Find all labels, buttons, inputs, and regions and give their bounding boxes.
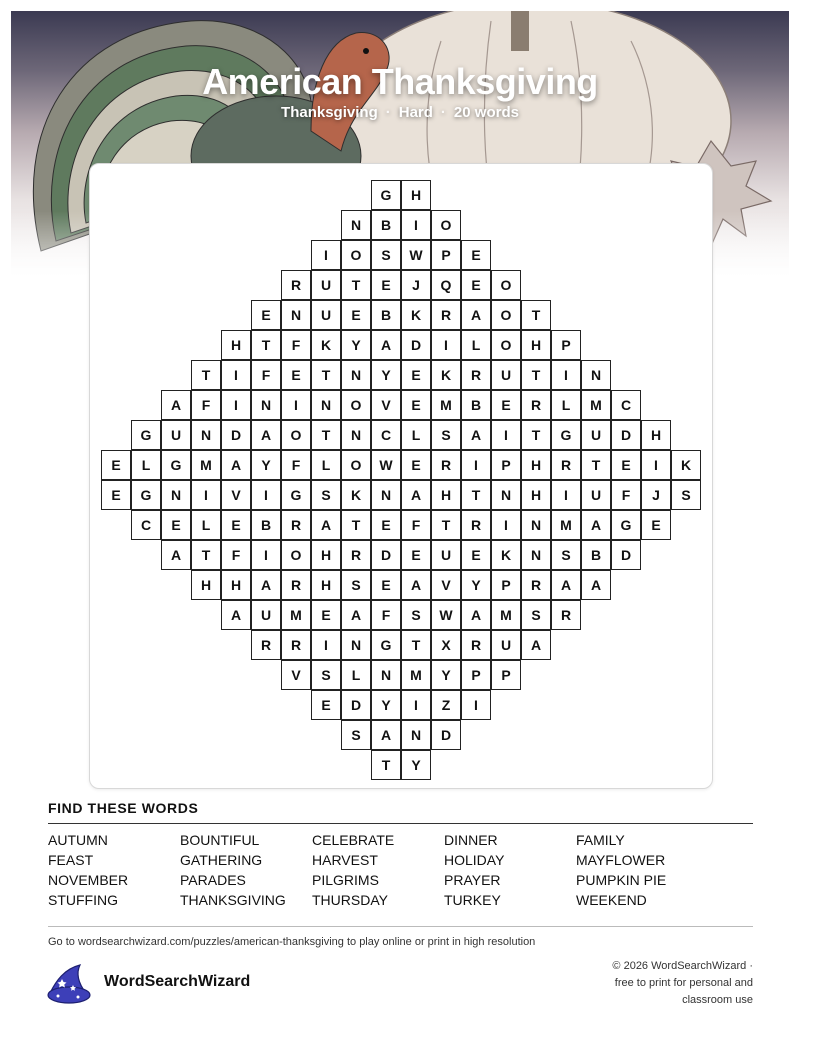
grid-cell[interactable]: N <box>311 390 341 420</box>
grid-cell[interactable]: G <box>161 450 191 480</box>
grid-cell[interactable]: R <box>551 600 581 630</box>
grid-cell[interactable]: E <box>461 270 491 300</box>
grid-cell[interactable]: I <box>491 510 521 540</box>
grid-cell[interactable]: A <box>401 570 431 600</box>
grid-cell[interactable]: A <box>251 570 281 600</box>
grid-cell[interactable]: S <box>551 540 581 570</box>
grid-cell[interactable]: A <box>521 630 551 660</box>
grid-cell[interactable]: F <box>221 540 251 570</box>
grid-cell[interactable]: K <box>341 480 371 510</box>
grid-cell[interactable]: T <box>521 360 551 390</box>
word-list-item: PRAYER <box>444 872 501 888</box>
grid-cell[interactable]: K <box>311 330 341 360</box>
grid-cell[interactable]: Y <box>251 450 281 480</box>
grid-cell[interactable]: L <box>401 420 431 450</box>
word-list <box>48 830 753 910</box>
grid-cell[interactable]: O <box>341 240 371 270</box>
word-list-item: THANKSGIVING <box>180 892 286 908</box>
word-list-item: MAYFLOWER <box>576 852 666 868</box>
grid-cell[interactable]: H <box>221 570 251 600</box>
grid-cell[interactable]: I <box>311 630 341 660</box>
grid-cell[interactable]: K <box>671 450 701 480</box>
grid-cell[interactable]: I <box>281 390 311 420</box>
grid-cell[interactable]: A <box>581 570 611 600</box>
grid-cell[interactable]: E <box>221 510 251 540</box>
grid-cell[interactable]: R <box>551 450 581 480</box>
meta-separator: · <box>440 104 446 121</box>
grid-cell[interactable]: E <box>461 240 491 270</box>
word-list-item: AUTUMN <box>48 832 108 848</box>
puzzle-title: American Thanksgiving <box>202 61 598 102</box>
grid-cell[interactable]: E <box>401 540 431 570</box>
grid-cell[interactable]: B <box>251 510 281 540</box>
grid-cell[interactable]: P <box>491 660 521 690</box>
grid-cell[interactable]: A <box>251 420 281 450</box>
word-list-item: WEEKEND <box>576 892 647 908</box>
grid-cell[interactable]: F <box>281 450 311 480</box>
grid-cell[interactable]: P <box>461 660 491 690</box>
grid-cell[interactable]: H <box>521 330 551 360</box>
grid-cell[interactable]: Y <box>371 360 401 390</box>
grid-cell[interactable]: K <box>491 540 521 570</box>
grid-cell[interactable]: I <box>401 690 431 720</box>
grid-cell[interactable]: T <box>341 270 371 300</box>
grid-cell[interactable]: V <box>281 660 311 690</box>
grid-cell[interactable]: N <box>341 420 371 450</box>
grid-cell[interactable]: I <box>311 240 341 270</box>
grid-cell[interactable]: U <box>581 480 611 510</box>
grid-cell[interactable]: D <box>341 690 371 720</box>
grid-cell[interactable]: B <box>371 210 401 240</box>
grid-cell[interactable]: P <box>551 330 581 360</box>
grid-cell[interactable]: T <box>431 510 461 540</box>
grid-cell[interactable]: R <box>251 630 281 660</box>
grid-cell[interactable]: P <box>491 450 521 480</box>
grid-cell[interactable]: F <box>281 330 311 360</box>
grid-cell[interactable]: J <box>401 270 431 300</box>
grid-cell[interactable]: S <box>341 720 371 750</box>
grid-cell[interactable]: R <box>281 570 311 600</box>
grid-cell[interactable]: A <box>221 600 251 630</box>
grid-cell[interactable]: R <box>461 630 491 660</box>
grid-cell[interactable]: Y <box>461 570 491 600</box>
grid-cell[interactable]: B <box>581 540 611 570</box>
grid-cell[interactable]: M <box>401 660 431 690</box>
grid-cell[interactable]: V <box>431 570 461 600</box>
grid-cell[interactable]: M <box>491 600 521 630</box>
grid-cell[interactable]: A <box>371 720 401 750</box>
grid-cell[interactable]: A <box>461 300 491 330</box>
grid-cell[interactable]: N <box>521 540 551 570</box>
grid-cell[interactable]: A <box>401 480 431 510</box>
grid-cell[interactable]: C <box>371 420 401 450</box>
grid-cell[interactable]: A <box>341 600 371 630</box>
grid-cell[interactable]: N <box>491 480 521 510</box>
puzzle-card <box>89 163 713 789</box>
grid-cell[interactable]: O <box>491 300 521 330</box>
grid-cell[interactable]: L <box>551 390 581 420</box>
grid-cell[interactable]: F <box>401 510 431 540</box>
grid-cell[interactable]: I <box>461 690 491 720</box>
grid-cell[interactable]: O <box>491 270 521 300</box>
puzzle-meta <box>11 104 789 121</box>
grid-cell[interactable]: W <box>401 240 431 270</box>
grid-cell[interactable]: E <box>401 360 431 390</box>
grid-cell[interactable]: I <box>221 390 251 420</box>
grid-cell[interactable]: H <box>191 570 221 600</box>
grid-cell[interactable]: J <box>641 480 671 510</box>
grid-cell[interactable]: N <box>341 210 371 240</box>
grid-cell[interactable]: G <box>551 420 581 450</box>
grid-cell[interactable]: Y <box>341 330 371 360</box>
grid-cell[interactable]: Q <box>431 270 461 300</box>
grid-cell[interactable]: L <box>461 330 491 360</box>
grid-cell[interactable]: Y <box>401 750 431 780</box>
word-list-item: BOUNTIFUL <box>180 832 260 848</box>
word-list-item: THURSDAY <box>312 892 388 908</box>
grid-cell[interactable]: E <box>461 540 491 570</box>
grid-cell[interactable]: N <box>341 630 371 660</box>
grid-cell[interactable]: K <box>401 300 431 330</box>
grid-cell[interactable]: H <box>641 420 671 450</box>
grid-cell[interactable]: O <box>491 330 521 360</box>
grid-cell[interactable]: L <box>311 450 341 480</box>
grid-cell[interactable]: G <box>281 480 311 510</box>
grid-cell[interactable]: Y <box>371 690 401 720</box>
grid-cell[interactable]: E <box>491 390 521 420</box>
grid-cell[interactable]: L <box>191 510 221 540</box>
grid-cell[interactable]: B <box>461 390 491 420</box>
word-list-item: PILGRIMS <box>312 872 379 888</box>
grid-cell[interactable]: I <box>461 450 491 480</box>
grid-cell[interactable]: T <box>401 630 431 660</box>
grid-cell[interactable]: T <box>521 300 551 330</box>
grid-cell[interactable]: T <box>191 540 221 570</box>
grid-cell[interactable]: O <box>341 390 371 420</box>
word-list-item: FAMILY <box>576 832 625 848</box>
grid-cell[interactable]: E <box>641 510 671 540</box>
word-list-item: GATHERING <box>180 852 263 868</box>
grid-cell[interactable]: U <box>251 600 281 630</box>
grid-cell[interactable]: I <box>551 360 581 390</box>
grid-cell[interactable]: A <box>221 450 251 480</box>
copyright-line: free to print for personal and <box>614 977 753 989</box>
grid-cell[interactable]: U <box>161 420 191 450</box>
difficulty-label: Hard <box>398 104 433 121</box>
copyright-line: classroom use <box>682 994 753 1006</box>
grid-cell[interactable]: T <box>461 480 491 510</box>
grid-cell[interactable]: E <box>281 360 311 390</box>
word-list-item: PUMPKIN PIE <box>576 872 667 888</box>
grid-cell[interactable]: U <box>311 270 341 300</box>
grid-cell[interactable]: N <box>341 360 371 390</box>
grid-cell[interactable]: A <box>581 510 611 540</box>
grid-cell[interactable]: R <box>281 510 311 540</box>
grid-cell[interactable]: U <box>311 300 341 330</box>
grid-cell[interactable]: T <box>311 360 341 390</box>
grid-cell[interactable]: O <box>431 210 461 240</box>
grid-cell[interactable]: N <box>251 390 281 420</box>
letter-grid[interactable] <box>90 164 712 788</box>
grid-cell[interactable]: R <box>521 390 551 420</box>
grid-cell[interactable]: A <box>551 570 581 600</box>
grid-cell[interactable]: V <box>371 390 401 420</box>
grid-cell[interactable]: M <box>581 390 611 420</box>
grid-cell[interactable]: S <box>341 570 371 600</box>
grid-cell[interactable]: W <box>431 600 461 630</box>
grid-cell[interactable]: R <box>431 450 461 480</box>
word-list-item: STUFFING <box>48 892 118 908</box>
meta-separator: · <box>385 104 391 121</box>
grid-cell[interactable]: F <box>191 390 221 420</box>
grid-cell[interactable]: N <box>161 480 191 510</box>
grid-cell[interactable]: N <box>281 300 311 330</box>
grid-cell[interactable]: S <box>671 480 701 510</box>
grid-cell[interactable]: N <box>401 720 431 750</box>
grid-cell[interactable]: R <box>431 300 461 330</box>
grid-cell[interactable]: E <box>311 690 341 720</box>
grid-cell[interactable]: G <box>611 510 641 540</box>
grid-cell[interactable]: R <box>521 570 551 600</box>
grid-cell[interactable]: H <box>221 330 251 360</box>
grid-cell[interactable]: S <box>371 240 401 270</box>
grid-cell[interactable]: U <box>491 630 521 660</box>
grid-cell[interactable]: T <box>581 450 611 480</box>
grid-cell[interactable]: H <box>431 480 461 510</box>
grid-cell[interactable]: E <box>161 510 191 540</box>
grid-cell[interactable]: F <box>371 600 401 630</box>
grid-cell[interactable]: I <box>251 480 281 510</box>
word-list-item: TURKEY <box>444 892 501 908</box>
word-list-heading: FIND THESE WORDS <box>48 800 199 816</box>
grid-cell[interactable]: E <box>341 300 371 330</box>
grid-cell[interactable]: K <box>431 360 461 390</box>
word-list-item: DINNER <box>444 832 498 848</box>
grid-cell[interactable]: T <box>251 330 281 360</box>
grid-cell[interactable]: A <box>371 330 401 360</box>
grid-cell[interactable]: I <box>431 330 461 360</box>
grid-cell[interactable]: T <box>311 420 341 450</box>
grid-cell[interactable]: D <box>611 540 641 570</box>
grid-cell[interactable]: P <box>431 240 461 270</box>
grid-cell[interactable]: D <box>611 420 641 450</box>
grid-cell[interactable]: E <box>371 570 401 600</box>
grid-cell[interactable]: N <box>581 360 611 390</box>
wizard-hat-icon <box>46 963 92 1005</box>
grid-cell[interactable]: U <box>581 420 611 450</box>
word-list-item: PARADES <box>180 872 246 888</box>
grid-cell[interactable]: I <box>251 540 281 570</box>
grid-cell[interactable]: I <box>191 480 221 510</box>
grid-cell[interactable]: B <box>371 300 401 330</box>
grid-cell[interactable]: R <box>281 270 311 300</box>
grid-cell[interactable]: N <box>191 420 221 450</box>
grid-cell[interactable]: G <box>371 630 401 660</box>
grid-cell[interactable]: E <box>251 300 281 330</box>
word-list-item: HARVEST <box>312 852 378 868</box>
grid-cell[interactable]: U <box>431 540 461 570</box>
grid-cell[interactable]: C <box>611 390 641 420</box>
grid-cell[interactable]: D <box>371 540 401 570</box>
grid-cell[interactable]: M <box>431 390 461 420</box>
grid-cell[interactable]: F <box>251 360 281 390</box>
grid-cell[interactable]: E <box>401 450 431 480</box>
grid-cell[interactable]: S <box>431 420 461 450</box>
grid-cell[interactable]: E <box>101 480 131 510</box>
grid-cell[interactable]: P <box>491 570 521 600</box>
grid-cell[interactable]: I <box>641 450 671 480</box>
grid-cell[interactable]: L <box>341 660 371 690</box>
grid-cell[interactable]: D <box>431 720 461 750</box>
grid-cell[interactable]: O <box>281 540 311 570</box>
grid-cell[interactable]: R <box>341 540 371 570</box>
grid-cell[interactable]: R <box>461 510 491 540</box>
grid-cell[interactable]: G <box>371 180 401 210</box>
grid-cell[interactable]: L <box>131 450 161 480</box>
grid-cell[interactable]: O <box>341 450 371 480</box>
grid-cell[interactable]: A <box>461 420 491 450</box>
grid-cell[interactable]: N <box>371 480 401 510</box>
grid-cell[interactable]: T <box>371 750 401 780</box>
word-list-item: FEAST <box>48 852 94 868</box>
grid-cell[interactable]: H <box>401 180 431 210</box>
copyright-notice <box>533 958 753 1009</box>
grid-cell[interactable]: S <box>311 480 341 510</box>
divider <box>48 926 753 927</box>
grid-cell[interactable]: M <box>551 510 581 540</box>
grid-cell[interactable]: R <box>461 360 491 390</box>
grid-cell[interactable]: N <box>371 660 401 690</box>
grid-cell[interactable]: E <box>311 600 341 630</box>
grid-cell[interactable]: M <box>281 600 311 630</box>
grid-cell[interactable]: T <box>521 420 551 450</box>
grid-cell[interactable]: G <box>131 420 161 450</box>
grid-cell[interactable]: A <box>161 390 191 420</box>
grid-cell[interactable]: H <box>521 480 551 510</box>
grid-cell[interactable]: A <box>161 540 191 570</box>
grid-cell[interactable]: T <box>191 360 221 390</box>
word-list-item: CELEBRATE <box>312 832 395 848</box>
word-count-label: 20 words <box>453 104 519 121</box>
category-label: Thanksgiving <box>281 104 378 121</box>
grid-cell[interactable]: E <box>401 390 431 420</box>
grid-cell[interactable]: S <box>401 600 431 630</box>
grid-cell[interactable]: C <box>131 510 161 540</box>
grid-cell[interactable]: Z <box>431 690 461 720</box>
grid-cell[interactable]: S <box>521 600 551 630</box>
grid-cell[interactable]: A <box>311 510 341 540</box>
grid-cell[interactable]: E <box>371 270 401 300</box>
grid-cell[interactable]: I <box>491 420 521 450</box>
grid-cell[interactable]: N <box>521 510 551 540</box>
grid-cell[interactable]: H <box>521 450 551 480</box>
grid-cell[interactable]: E <box>371 510 401 540</box>
word-list-item: HOLIDAY <box>444 852 505 868</box>
divider <box>48 823 753 824</box>
grid-cell[interactable]: A <box>461 600 491 630</box>
brand-name: WordSearchWizard <box>104 973 251 990</box>
grid-cell[interactable]: H <box>311 570 341 600</box>
grid-cell[interactable]: E <box>101 450 131 480</box>
grid-cell[interactable]: G <box>131 480 161 510</box>
copyright-line: © 2026 WordSearchWizard · <box>612 960 753 972</box>
play-online-note: Go to wordsearchwizard.com/puzzles/american-thanksgiving to play online or print in high resolution <box>48 936 536 948</box>
grid-cell[interactable]: U <box>491 360 521 390</box>
grid-cell[interactable]: I <box>221 360 251 390</box>
grid-cell[interactable]: T <box>341 510 371 540</box>
grid-cell[interactable]: R <box>281 630 311 660</box>
word-list-item: NOVEMBER <box>48 872 129 888</box>
grid-cell[interactable]: M <box>191 450 221 480</box>
grid-cell[interactable]: X <box>431 630 461 660</box>
grid-cell[interactable]: S <box>311 660 341 690</box>
grid-cell[interactable]: V <box>221 480 251 510</box>
grid-cell[interactable]: Y <box>431 660 461 690</box>
grid-cell[interactable]: E <box>611 450 641 480</box>
grid-cell[interactable]: W <box>371 450 401 480</box>
grid-cell[interactable]: H <box>311 540 341 570</box>
grid-cell[interactable]: F <box>611 480 641 510</box>
grid-cell[interactable]: I <box>551 480 581 510</box>
grid-cell[interactable]: O <box>281 420 311 450</box>
grid-cell[interactable]: D <box>221 420 251 450</box>
grid-cell[interactable]: I <box>401 210 431 240</box>
grid-cell[interactable]: D <box>401 330 431 360</box>
